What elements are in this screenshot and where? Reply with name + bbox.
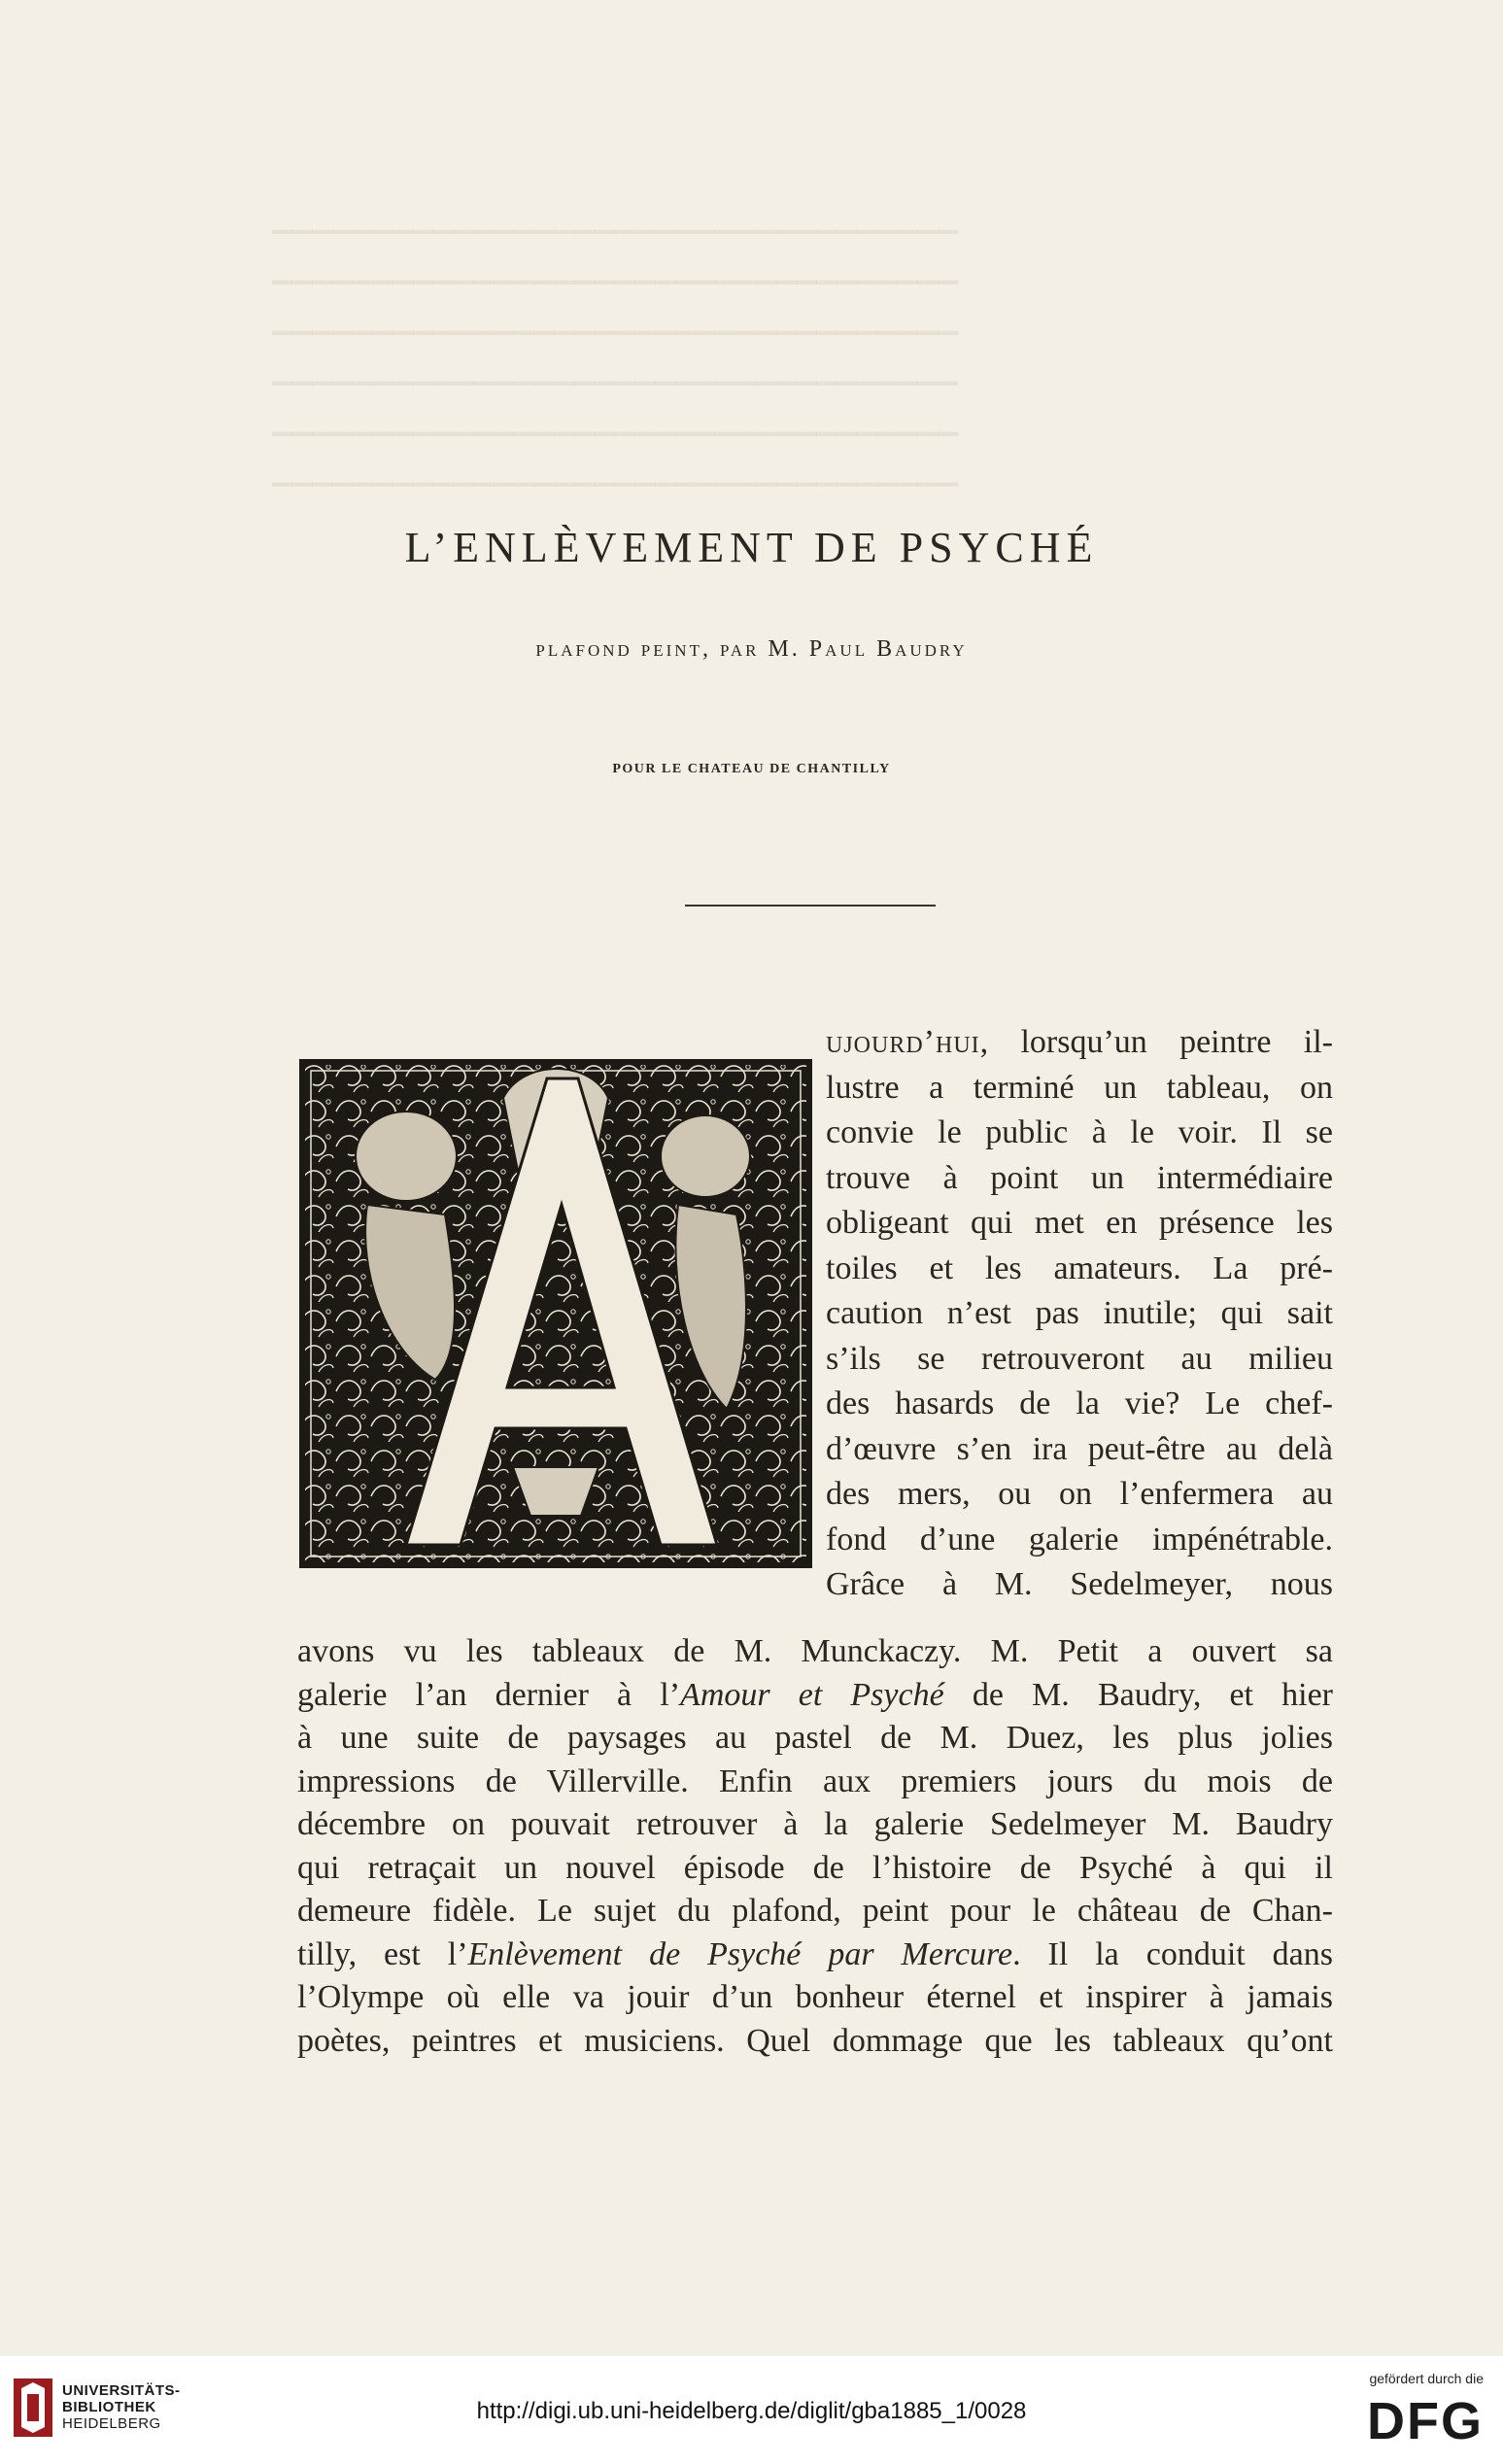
library-line-2: BIBLIOTHEK (62, 2399, 156, 2415)
text-line: qui retraçait un nouvel épisode de l’histoire de Psyché à qui il (297, 1849, 1333, 1886)
text-line: convie le public à le voir. Il se (826, 1114, 1333, 1150)
text-line: demeure fidèle. Le sujet du plafond, peint pour le château de Chan- (297, 1893, 1333, 1929)
sponsor (1318, 2371, 1484, 2450)
text-line: obligeant qui met en présence les (826, 1205, 1333, 1241)
text-line: d’œuvre s’en ira peut-être au delà (826, 1430, 1333, 1467)
text-line: des mers, ou on l’enfermera au (826, 1476, 1333, 1512)
text-line: galerie l’an dernier à l’Amour et Psyché de M. Baudry, et hier (297, 1676, 1334, 1713)
text-line: poètes, peintres et musiciens. Quel dommage que les tableaux qu’ont (297, 2022, 1333, 2059)
text-line: s’ils se retrouveront au milieu (826, 1340, 1333, 1377)
sponsor-label: gefördert durch die (1369, 2371, 1484, 2386)
text-line: caution n’est pas inutile; qui sait (826, 1295, 1333, 1331)
text-line: fond d’une galerie impénétrable. (826, 1521, 1333, 1557)
text-line: ujourd’hui, lorsqu’un peintre il- (826, 1024, 1333, 1060)
text-line: avons vu les tableaux de M. Munckaczy. M. Petit a ouvert sa (297, 1633, 1333, 1669)
article-subtitle: plafond peint, par M. Paul Baudry (535, 636, 968, 662)
text-line: l’Olympe où elle va jouir d’un bonheur éternel et inspirer à jamais (297, 1979, 1333, 2015)
article-location: POUR LE CHATEAU DE CHANTILLY (612, 762, 891, 776)
text-line: tilly, est l’Enlèvement de Psyché par Mercure. Il la conduit dans (297, 1935, 1333, 1972)
text-line: lustre a terminé un tableau, on (826, 1069, 1333, 1106)
text-line: à une suite de paysages au pastel de M. Duez, les plus jolies (297, 1720, 1333, 1756)
dfg-logo: DFG (1367, 2392, 1484, 2450)
show-through-text: ▁▁▁▁▁▁▁▁▁▁▁▁▁▁▁▁▁▁▁▁▁▁▁▁▁▁▁▁▁▁▁▁▁▁ ▁▁▁▁▁▁▁▁▁▁▁▁▁▁▁▁▁▁▁▁▁▁▁▁▁▁▁▁▁▁▁▁▁▁ ▁▁▁▁▁▁▁▁▁▁▁▁▁▁▁▁▁▁▁▁▁▁▁▁▁▁▁▁▁▁▁▁▁▁ ▁▁▁▁▁▁▁▁▁▁▁▁▁▁▁▁▁▁▁▁▁▁▁▁▁▁▁▁▁▁▁▁▁▁ ▁▁▁▁▁▁▁▁▁▁▁▁▁▁▁▁▁▁▁▁▁▁▁▁▁▁▁▁▁▁▁▁▁▁ ▁▁▁▁▁▁▁▁▁▁▁▁▁▁▁▁▁▁▁▁▁▁▁▁▁▁▁▁▁▁▁▁▁▁ (272, 204, 958, 487)
narrow-text-column (826, 1020, 1333, 1608)
text-line: des hasards de la vie? Le chef- (826, 1386, 1333, 1421)
text-line: impressions de Villerville. Enfin aux premiers jours du mois de (297, 1762, 1333, 1799)
wide-text-column (297, 1630, 1333, 2063)
permalink-url[interactable]: http://digi.ub.uni-heidelberg.de/diglit/gba1885_1/0028 (476, 2398, 1027, 2424)
text-line: décembre on pouvait retrouver à la galerie Sedelmeyer M. Baudry (297, 1806, 1333, 1842)
title-rule (685, 905, 936, 907)
library-line-1: UNIVERSITÄTS- (62, 2382, 181, 2399)
ornamental-initial-a (299, 1059, 812, 1568)
text-line: toiles et les amateurs. La pré- (826, 1249, 1333, 1286)
text-line: Grâce à M. Sedelmeyer, nous (826, 1566, 1333, 1602)
text-line: trouve à point un intermédiaire (826, 1159, 1333, 1196)
article-title: L’ENLÈVEMENT DE PSYCHÉ (404, 524, 1099, 571)
library-line-3: HEIDELBERG (62, 2415, 161, 2432)
